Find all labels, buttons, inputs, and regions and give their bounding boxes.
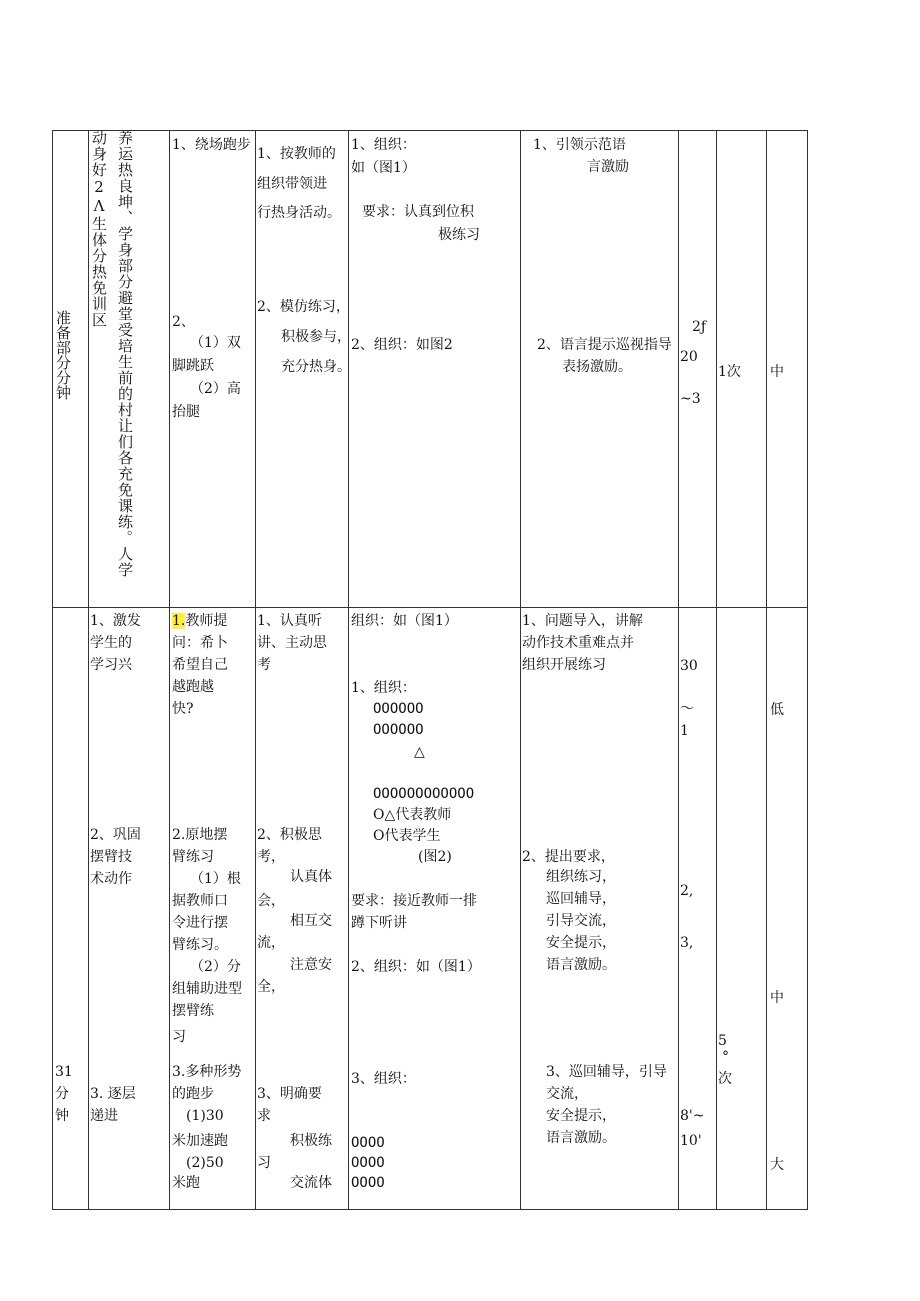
phase2-line2: 分 [55,1086,69,1102]
goal-2-line1: 2、巩固 [90,827,141,843]
formation-row-1: OOOOOO [373,701,424,717]
student-2-line5: 相互交 [290,913,332,929]
time-a-line3: 1 [680,723,689,739]
time-line3: ~3 [680,391,701,407]
goal-column-a: 动身好2Λ生体分热免训区 [90,130,108,328]
org-1: 1、组织： [351,680,416,696]
intensity-low: 低 [770,702,784,718]
col-border-7 [716,130,717,1210]
time-c-line2: 10' [680,1133,702,1149]
teacher-3-line2: 交流， [546,1086,588,1102]
org-0: 组织：如（图1） [351,613,458,629]
teacher-1-line1: 1、问题导入，讲解 [522,613,643,629]
content-2-line6: 臂练习。 [172,937,228,953]
org-req-line1: 要求：接近教师一排 [351,893,477,909]
content-item-2a-line2: 脚跳跃 [172,358,214,374]
content-3-line2: 的跑步 [172,1086,214,1102]
teacher-item-1-line2: 言激励 [587,159,629,175]
teacher-1-line3: 组织开展练习 [522,657,606,673]
teacher-2-line6: 语言激励。 [546,957,616,973]
content-1-line4: 越跑越 [172,679,214,695]
teacher-item-2-line1: 2、语言提示巡视指导 [537,337,672,353]
col-border-9 [807,130,808,1210]
phase2-line3: 钟 [55,1108,69,1124]
student-1-line3: 考 [257,657,271,673]
org-2: 2、组织：如（图1） [351,959,481,975]
org-req-line1: 要求：认真到位积 [362,204,474,220]
org-req-line2: 蹲下听讲 [351,915,407,931]
col-border-8 [766,130,767,1210]
figure-2-caption: (图2) [418,849,452,865]
student-item-2-line3: 充分热身。 [281,359,351,375]
content-item-2: 2、 [172,314,195,330]
student-1-line1: 1、认真听 [257,613,322,629]
teacher-3-line3: 安全提示， [546,1108,616,1124]
student-2-line8: 全， [257,979,285,995]
teacher-2-line1: 2、提出要求， [522,849,615,865]
time-a-line2: 〜 [680,701,694,717]
org-3: 3、组织： [351,1071,416,1087]
section-divider [52,607,808,608]
reps-line2: ° [722,1049,729,1065]
teacher-2-line2: 组织练习， [546,869,616,885]
student-3-line5: 交流体 [290,1175,332,1191]
content-1-line1 [172,610,227,632]
student-item-1-line2: 组织带领进 [257,176,327,192]
student-2-line3: 认真体 [290,869,332,885]
goal-3-line1: 3. 逐层 [90,1086,136,1102]
reps-line1: 5 [718,1033,727,1049]
content-1-number: 1. [172,613,186,629]
formation-row-2: OOOOOO [373,722,424,738]
content-2-line10: 习 [172,1029,186,1045]
col-border-6 [678,130,679,1210]
grid-row-1: OOOO [351,1135,385,1151]
teacher-2-line5: 安全提示， [546,935,616,951]
content-1-text: 教师提 [185,613,228,629]
goal-2-line2: 摆臂技 [90,849,132,865]
grid-row-2: OOOO [351,1155,385,1171]
student-2-line7: 注意安 [290,957,332,973]
reps: 1次 [718,364,741,380]
goal-1-line3: 学习兴 [90,657,132,673]
teacher-2-line3: 巡回辅导， [546,891,616,907]
phase-label [56,310,72,400]
teacher-3-line1: 3、巡回辅导，引导 [546,1064,667,1080]
content-2-line2: 臂练习 [172,849,214,865]
org-req-line2: 极练习 [438,227,480,243]
content-item-1: 1、绕场跑步 [172,137,251,153]
reps-line3: 次 [718,1071,732,1087]
student-2-line6: 流， [257,935,285,951]
content-2-line1: 2.原地摆 [172,827,228,843]
org-item-1-line2: 如（图1） [351,160,416,176]
content-3-line4: 米加速跑 [172,1133,228,1149]
table-top-border [52,130,808,131]
content-2-line4: 据教师口 [172,893,228,909]
time-a-line1: 30 [680,658,698,674]
content-3-line5: (2)50 [186,1155,224,1171]
student-2-line1: 2、积极思 [257,827,322,843]
formation-row-3: OOOOOOOOOOOO [373,786,475,802]
student-item-1-line1: 1、按教师的 [257,146,336,162]
student-item-2-line2: 积极参与， [281,329,351,345]
org-item-2: 2、组织：如图2 [351,337,453,353]
col-border-4 [348,130,349,1210]
formation-teacher-triangle: △ [414,744,425,760]
intensity-high: 大 [770,1157,784,1173]
col-border-5 [520,130,521,1210]
teacher-item-1-line1: 1、引领示范语 [533,137,626,153]
content-3-line6: 米跑 [172,1175,200,1191]
goal-1-line1: 1、激发 [90,613,141,629]
org-item-1-line1: 1、组织： [351,137,416,153]
col-border-3 [255,130,256,1210]
content-1-line3: 希望自己 [172,657,228,673]
phase-minutes: 分钟 [54,370,72,400]
student-2-line4: 会， [257,893,285,909]
phase-name: 准备部分 [54,310,72,370]
student-3-line1: 3、明确要 [257,1086,322,1102]
intensity-mid: 中 [770,990,784,1006]
time-b-line2: 3, [680,935,694,951]
col-border-2 [169,130,170,1210]
student-1-line2: 讲、主动思 [257,635,327,651]
teacher-3-line4: 语言激励。 [546,1130,616,1146]
content-item-2b-line1: （2）高 [190,381,241,397]
student-item-2-line1: 2、模仿练习， [257,299,350,315]
phase2-line1: 31 [55,1064,73,1080]
student-3-line2: 求 [257,1108,271,1124]
time-c-line1: 8'~ [680,1108,705,1124]
content-item-2b-line2: 抬腿 [172,404,200,420]
goal-3-line2: 递进 [90,1108,118,1124]
content-3-line1: 3.多种形势 [172,1064,242,1080]
content-2-line8: 组辅助进型 [172,981,242,997]
content-item-2a-line1: （1）双 [190,335,241,351]
time-line1: 2ƒ [692,319,707,335]
goal-1-line2: 学生的 [90,635,132,651]
student-2-line2: 考， [257,849,285,865]
time-line2: 20 [680,349,698,365]
content-2-line3: （1）根 [190,871,241,887]
col-border-1 [88,130,89,1210]
teacher-item-2-line2: 表扬激励。 [562,359,632,375]
teacher-2-line4: 引导交流， [546,913,616,929]
teacher-1-line2: 动作技术重难点并 [522,635,634,651]
content-1-line2: 问：希卜 [172,635,228,651]
student-3-line3: 积极练 [290,1133,332,1149]
intensity: 中 [770,364,784,380]
goal-column-b: 养运热良坤、学身部分避堂受培生前的村让们各充免课练。人学 [116,130,134,578]
content-2-line9: 摆臂练 [172,1003,214,1019]
student-item-1-line3: 行热身活动。 [257,205,341,221]
content-2-line5: 令进行摆 [172,915,228,931]
student-3-line4: 习 [257,1155,271,1171]
col-border-0 [52,130,53,1210]
content-3-line3: (1)30 [186,1108,224,1124]
time-b-line1: 2, [680,883,694,899]
legend-teacher: O△代表教师 [373,807,452,823]
content-2-line7: （2）分 [190,959,241,975]
content-1-line5: 快? [172,701,194,717]
grid-row-3: OOOO [351,1175,385,1191]
legend-student: O代表学生 [373,828,441,844]
table-bottom-border [52,1209,808,1210]
goal-2-line3: 术动作 [90,871,132,887]
